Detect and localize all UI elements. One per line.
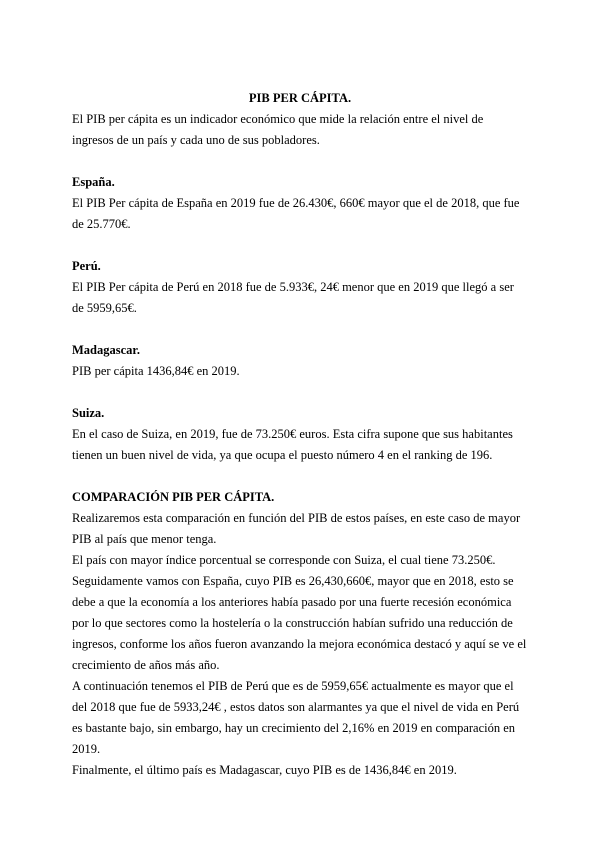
spacer <box>72 466 528 487</box>
section-heading-espana: España. <box>72 175 115 189</box>
comparison-paragraph: Realizaremos esta comparación en función del PIB de estos países, en este caso de mayor PIB al país que menor tenga. <box>72 511 521 546</box>
section-text-espana: El PIB Per cápita de España en 2019 fue de 26.430€, 660€ mayor que el de 2018, que fue de 25.770€. <box>72 196 520 231</box>
comparison-paragraph: Finalmente, el último país es Madagascar, cuyo PIB es de 1436,84€ en 2019. <box>72 763 457 777</box>
comparison-heading: COMPARACIÓN PIB PER CÁPITA. <box>72 490 275 504</box>
spacer <box>72 235 528 256</box>
document-body <box>72 88 528 781</box>
section-heading-peru: Perú. <box>72 259 101 273</box>
spacer <box>72 382 528 403</box>
comparison-paragraph: El país con mayor índice porcentual se corresponde con Suiza, el cual tiene 73.250€. <box>72 553 496 567</box>
section-text-suiza: En el caso de Suiza, en 2019, fue de 73.250€ euros. Esta cifra supone que sus habitantes tienen un buen nivel de vida, ya que ocupa el puesto número 4 en el ranking de 196. <box>72 427 513 462</box>
section-heading-suiza: Suiza. <box>72 406 105 420</box>
page-title: PIB PER CÁPITA. <box>248 91 352 105</box>
spacer <box>72 319 528 340</box>
section-text-peru: El PIB Per cápita de Perú en 2018 fue de 5.933€, 24€ menor que en 2019 que llegó a ser de 5959,65€. <box>72 280 514 315</box>
intro-paragraph: El PIB per cápita es un indicador económico que mide la relación entre el nivel de ingresos de un país y cada uno de sus pobladores. <box>72 112 484 147</box>
section-text-madagascar: PIB per cápita 1436,84€ en 2019. <box>72 364 240 378</box>
comparison-paragraph: A continuación tenemos el PIB de Perú que es de 5959,65€ actualmente es mayor que el del 2018 que fue de 5933,24€ , estos datos son alarmantes ya que el nivel de vida en Perú es bastante bajo, sin embargo, hay un crecimiento del 2,16% en 2019 en comparación en 2019. <box>72 679 520 756</box>
comparison-paragraph: Seguidamente vamos con España, cuyo PIB es 26,430,660€, mayor que en 2018, esto se debe a que la economía a los anteriores había pasado por una fuerte recesión económica por lo que sectores como la hostelería o la construcción habían sufrido una reducción de ingresos, conforme los años fueron avanzando la mejora económica destacó y aquí se ve el crecimiento de años más año. <box>72 574 527 672</box>
section-heading-madagascar: Madagascar. <box>72 343 140 357</box>
spacer <box>72 151 528 172</box>
